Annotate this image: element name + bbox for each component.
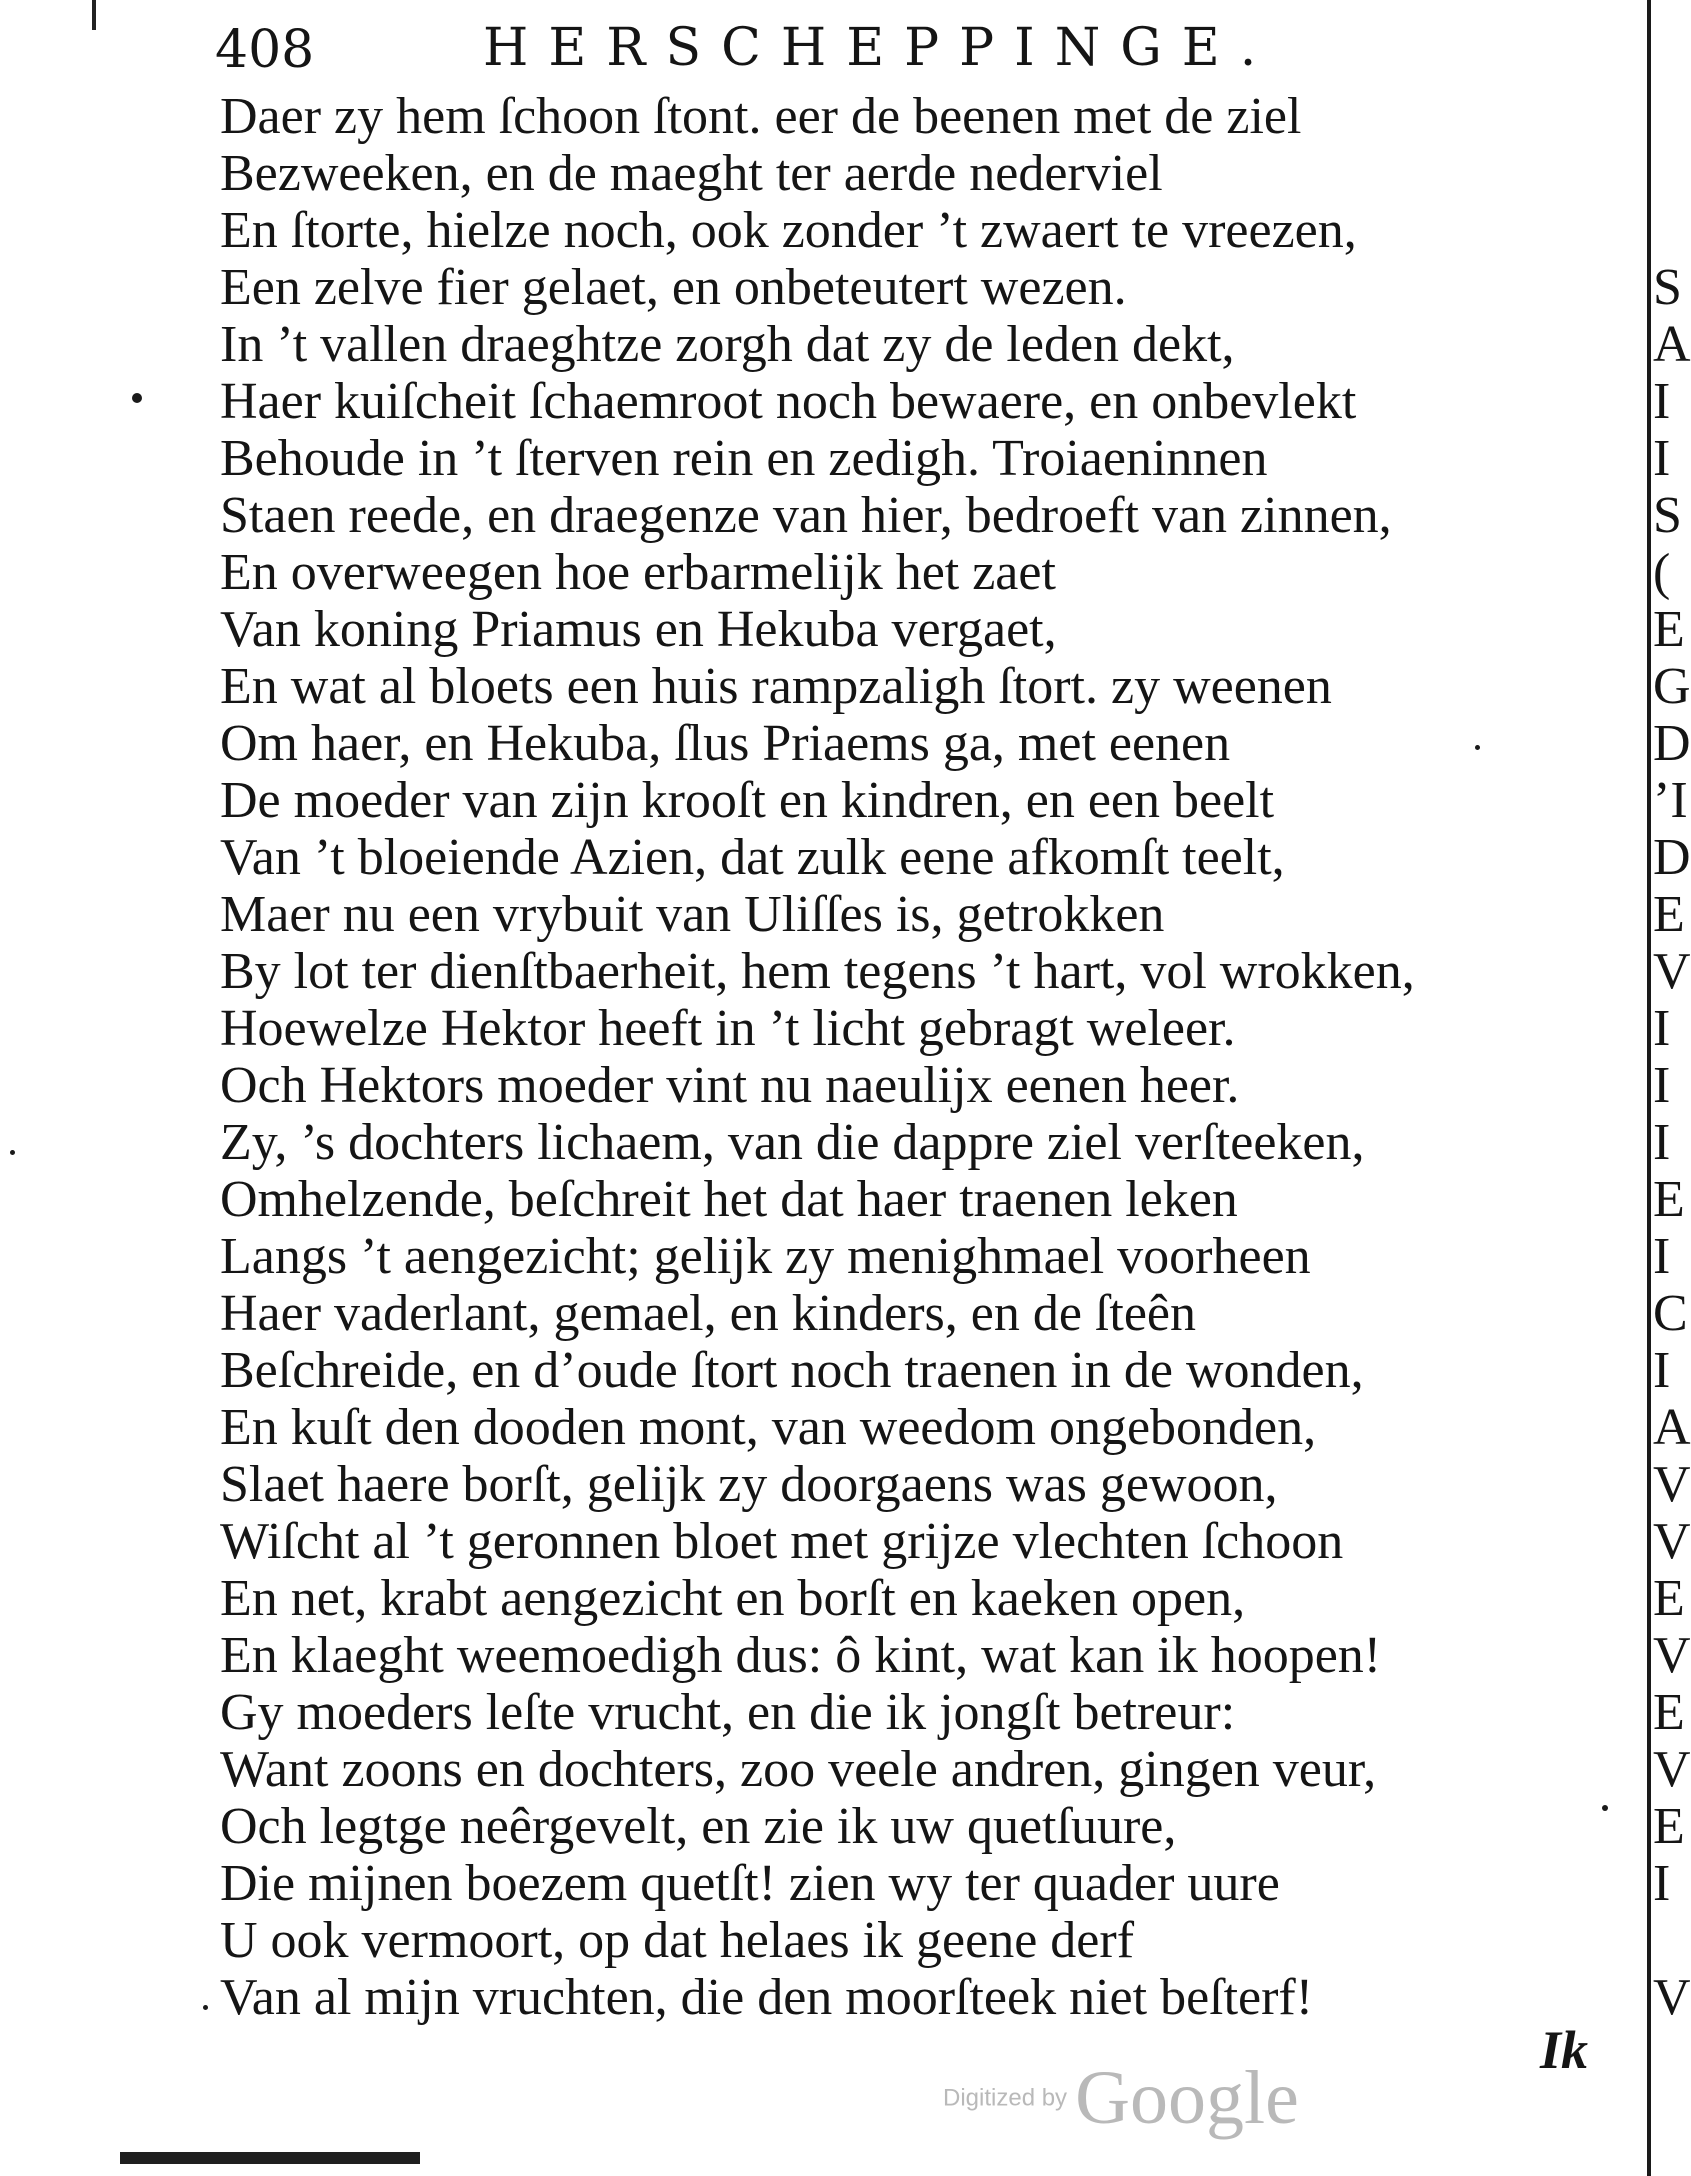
facing-page-letter: V [1653,1456,1691,1513]
verse-line: Zy, ’s dochters lichaem, van die dappre ziel verſteeken, [220,1114,1365,1171]
verse-line: U ook vermoort, op dat helaes ik geene derf [220,1912,1135,1969]
verse-line: Bezweeken, en de maeght ter aerde nederviel [220,145,1163,202]
facing-page-letter: V [1653,1741,1691,1798]
verse-line: Staen reede, en draegenze van hier, bedroeft van zinnen, [220,487,1392,544]
facing-page-edge-text [1653,88,1691,2026]
verse-line: Omhelzende, beſchreit het dat haer traenen leken [220,1171,1238,1228]
verse-line: Haer vaderlant, gemael, en kinders, en de ſteên [220,1285,1196,1342]
verse-line: Want zoons en dochters, zoo veele andren, gingen veur, [220,1741,1377,1798]
verse-line: Van ’t bloeiende Azien, dat zulk eene afkomſt teelt, [220,829,1285,886]
page-number: 408 [215,20,315,80]
verse-line: Slaet haere borſt, gelijk zy doorgaens was gewoon, [220,1456,1278,1513]
page-top-mark [92,0,96,30]
verse-line: Haer kuiſcheit ſchaemroot noch bewaere, en onbevlekt [220,373,1357,430]
verse-line: Beſchreide, en d’oude ſtort noch traenen in de wonden, [220,1342,1364,1399]
facing-page-letter: I [1653,373,1671,430]
verse-line: Een zelve fier gelaet, en onbeteutert wezen. [220,259,1127,316]
facing-page-letter: A [1653,1399,1691,1456]
verse-text [220,88,1620,2026]
page-gutter-line [1647,0,1651,2176]
verse-line: En wat al bloets een huis rampzaligh ſtort. zy weenen [220,658,1332,715]
verse-line: De moeder van zijn krooſt en kindren, en een beelt [220,772,1275,829]
verse-line: Och legtge neêrgevelt, en zie ik uw quetſuure, [220,1798,1177,1855]
facing-page-letter: V [1653,1627,1691,1684]
facing-page-letter: C [1653,1285,1688,1342]
ink-speck [203,2005,208,2010]
facing-page-letter: V [1653,943,1691,1000]
facing-page-letter: S [1653,487,1682,544]
verse-line: En overweegen hoe erbarmelijk het zaet [220,544,1056,601]
facing-page-letter: I [1653,1342,1671,1399]
verse-line: Langs ’t aengezicht; gelijk zy menighmael voorheen [220,1228,1311,1285]
verse-line: In ’t vallen draeghtze zorgh dat zy de leden dekt, [220,316,1235,373]
watermark-prefix: Digitized by [943,2084,1068,2112]
ink-speck [1602,1805,1608,1811]
facing-page-letter: D [1653,829,1691,886]
facing-page-letter: G [1653,658,1691,715]
facing-page-letter: D [1653,715,1691,772]
verse-line: By lot ter dienſtbaerheit, hem tegens ’t hart, vol wrokken, [220,943,1415,1000]
facing-page-letter: E [1653,1798,1685,1855]
facing-page-letter: E [1653,1684,1685,1741]
facing-page-letter: V [1653,1969,1691,2026]
verse-line: Och Hektors moeder vint nu naeulijx eenen heer. [220,1057,1240,1114]
ink-speck [10,1150,15,1155]
facing-page-letter: A [1653,316,1691,373]
facing-page-letter: I [1653,1855,1671,1912]
facing-page-letter: E [1653,1171,1685,1228]
facing-page-letter [1653,145,1676,202]
facing-page-letter: I [1653,1000,1671,1057]
verse-line: Hoewelze Hektor heeft in ’t licht gebragt weleer. [220,1000,1236,1057]
facing-page-letter: S [1653,259,1682,316]
verse-line: En net, krabt aengezicht en borſt en kaeken open, [220,1570,1246,1627]
verse-line: Van al mijn vruchten, die den moorſteek niet beſterf! [220,1969,1314,2026]
running-head: HERSCHEPPINGE. [483,18,1277,78]
verse-line: Daer zy hem ſchoon ſtont. eer de beenen met de ziel [220,88,1302,145]
verse-line: Wiſcht al ’t geronnen bloet met grijze vlechten ſchoon [220,1513,1344,1570]
verse-line: En ſtorte, hielze noch, ook zonder ’t zwaert te vreezen, [220,202,1357,259]
verse-line: En klaeght weemoedigh dus: ô kint, wat kan ik hoopen! [220,1627,1382,1684]
facing-page-letter: E [1653,601,1685,658]
digitized-by-google-watermark [943,2055,1299,2140]
facing-page-letter: I [1653,1228,1671,1285]
facing-page-letter: E [1653,886,1685,943]
verse-line: Die mijnen boezem quetſt! zien wy ter quader uure [220,1855,1280,1912]
verse-line: Maer nu een vrybuit van Uliſſes is, getrokken [220,886,1165,943]
facing-page-letter: ’I [1653,772,1688,829]
verse-line: Behoude in ’t ſterven rein en zedigh. Troiaeninnen [220,430,1268,487]
ink-speck [1475,745,1480,750]
facing-page-letter: I [1653,430,1671,487]
scan-edge-shadow [120,2152,420,2164]
page-header [215,18,1365,80]
verse-line: Om haer, en Hekuba, ſlus Priaems ga, met eenen [220,715,1231,772]
facing-page-letter: ( [1653,544,1671,601]
facing-page-letter [1653,202,1676,259]
google-logo: Google [1075,2056,1299,2140]
verse-line: Gy moeders leſte vrucht, en die ik jongſt betreur: [220,1684,1236,1741]
catchword: Ik [1540,2020,1589,2080]
facing-page-letter: I [1653,1057,1671,1114]
ink-speck [132,393,142,403]
facing-page-letter [1653,88,1676,145]
verse-line: En kuſt den dooden mont, van weedom ongebonden, [220,1399,1317,1456]
facing-page-letter: E [1653,1570,1685,1627]
facing-page-letter [1653,1912,1676,1969]
facing-page-letter: I [1653,1114,1671,1171]
verse-line: Van koning Priamus en Hekuba vergaet, [220,601,1057,658]
facing-page-letter: V [1653,1513,1691,1570]
